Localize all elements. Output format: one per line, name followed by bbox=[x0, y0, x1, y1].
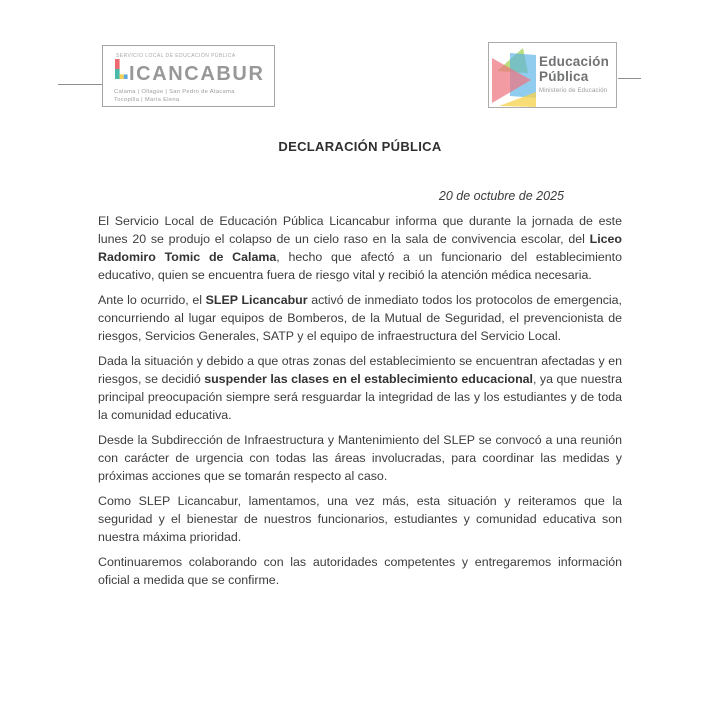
paragraph-3 bbox=[98, 352, 622, 424]
paragraph-3-bold: suspender las clases en el establecimiento educacional bbox=[204, 372, 533, 386]
paragraph-2 bbox=[98, 291, 622, 345]
slep-communes-line-2: Tocopilla | María Elena bbox=[114, 97, 180, 103]
paragraph-5 bbox=[98, 492, 622, 546]
educacion-publica-emblem-icon bbox=[490, 44, 538, 113]
ministerio-educacion-subtitle: Ministerio de Educación bbox=[539, 88, 608, 94]
slep-logo-name: ICANCABUR bbox=[129, 63, 265, 85]
slep-licancabur-logo bbox=[102, 45, 275, 107]
document-date: 20 de octubre de 2025 bbox=[438, 189, 564, 203]
licancabur-colored-l-icon bbox=[114, 58, 128, 85]
slep-communes-line-1: Calama | Ollagüe | San Pedro de Atacama bbox=[114, 89, 235, 95]
paragraph-1-text: El Servicio Local de Educación Pública Licancabur informa que durante la jornada de este lunes 20 se produjo el colapso de un cielo raso en la sala de convivencia escolar, del bbox=[98, 214, 622, 246]
document-title: DECLARACIÓN PÚBLICA bbox=[278, 139, 442, 154]
slep-logo-wordmark bbox=[114, 61, 274, 85]
paragraph-1-text-2: , hecho que afectó a un funcionario del establecimiento educativo, quien se encuentra fuera de riesgo vital y recibió la atención médica necesaria. bbox=[98, 250, 623, 282]
educacion-publica-title-line2: Pública bbox=[539, 69, 589, 84]
paragraph-2-bold: SLEP Licancabur bbox=[205, 293, 308, 307]
paragraph-3-text: Dada la situación y debido a que otras zonas del establecimiento se encuentran afectadas y en riesgos, se decidió bbox=[98, 354, 622, 386]
left-margin-tick-line bbox=[58, 84, 102, 85]
paragraph-6 bbox=[98, 553, 622, 589]
educacion-publica-text bbox=[539, 54, 615, 94]
paragraph-2-text-2: activó de inmediato todos los protocolos de emergencia, concurriendo al lugar equipos de Bomberos, de la Mutual de Seguridad, el prevencionista de riesgos, Servicios Generales, SATP y el equipo de infraestructura del Servicio Local. bbox=[98, 293, 622, 343]
educacion-publica-logo bbox=[488, 42, 617, 108]
paragraph-4 bbox=[98, 431, 622, 485]
document-body bbox=[98, 212, 622, 596]
paragraph-3-text-2: , ya que nuestra principal preocupación siempre será resguardar la integridad de las y los estudiantes y de toda la comunidad educativa. bbox=[98, 372, 622, 422]
paragraph-4-text: Desde la Subdirección de Infraestructura y Mantenimiento del SLEP se convocó a una reunión con carácter de urgencia con todas las áreas involucradas, para coordinar las medidas y próximas acciones que se tomarán respecto al caso. bbox=[98, 433, 622, 483]
paragraph-1 bbox=[98, 212, 622, 284]
paragraph-6-text: Continuaremos colaborando con las autoridades competentes y entregaremos información oficial a medida que se confirme. bbox=[98, 555, 622, 587]
slep-logo-communes bbox=[114, 88, 274, 104]
paragraph-1-bold: Liceo Radomiro Tomic de Calama bbox=[98, 232, 622, 264]
slep-logo-tagline: SERVICIO LOCAL DE EDUCACIÓN PÚBLICA bbox=[116, 53, 236, 59]
paragraph-5-text: Como SLEP Licancabur, lamentamos, una vez más, esta situación y reiteramos que la seguridad y el bienestar de nuestros funcionarios, estudiantes y comunidad educativa son nuestra máxima prioridad. bbox=[98, 494, 622, 544]
right-margin-tick-line bbox=[618, 78, 641, 79]
paragraph-2-text: Ante lo ocurrido, el bbox=[98, 293, 206, 307]
educacion-publica-title-line1: Educación bbox=[539, 54, 610, 69]
